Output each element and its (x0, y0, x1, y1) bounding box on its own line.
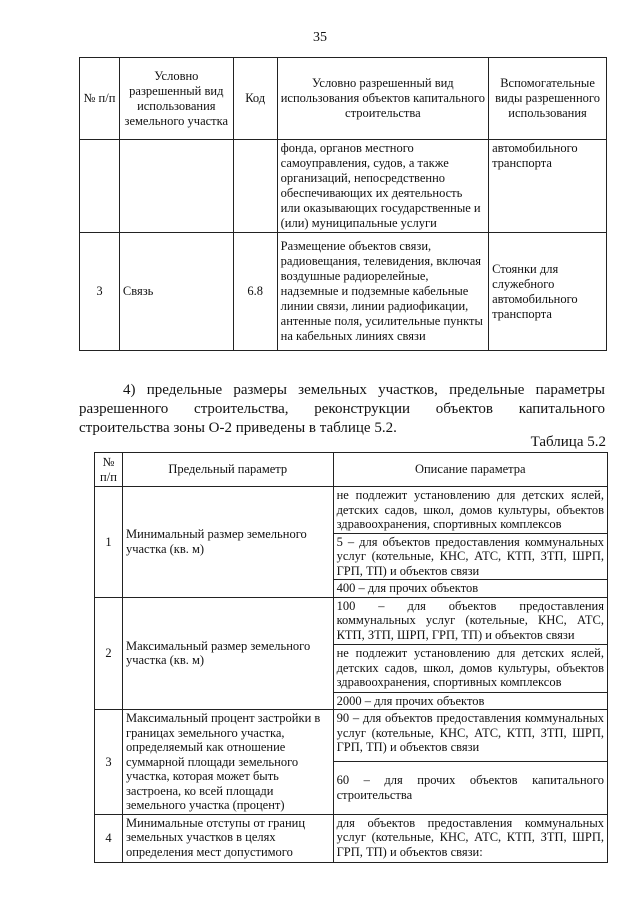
table-row (95, 814, 608, 862)
cell-number: 1 (95, 487, 123, 598)
cell-number: 2 (95, 597, 123, 710)
cell-number: 3 (95, 710, 123, 815)
table-header-row (80, 58, 607, 140)
table-row (95, 597, 608, 644)
header-auxiliary-use: Вспомогательные виды разрешенного использования (489, 58, 607, 140)
cell-empty (80, 140, 120, 233)
cell-number: 4 (95, 814, 123, 862)
cell-objects: Размещение объектов связи, радиовещания, телевидения, включая воздушные радиорелейные, надземные и подземные кабельные линии связи, линии радиофикации, антенные поля, усилительные пункты на кабельных линиях связи (277, 233, 488, 351)
table-row (80, 233, 607, 351)
cell-parameter: Минимальный размер земельного участка (кв. м) (122, 487, 333, 598)
cell-description: 60 – для прочих объектов капитального строительства (333, 762, 607, 814)
header-code: Код (233, 58, 277, 140)
cell-number: 3 (80, 233, 120, 351)
paragraph-item-4: 4) предельные размеры земельных участков, предельные параметры разрешенного строительства, реконструкции объектов капитального строительства зоны О-2 приведены в таблице 5.2. (79, 382, 605, 436)
cell-empty (233, 140, 277, 233)
header-parameter: Предельный параметр (122, 453, 333, 487)
cell-auxiliary: Стоянки для служебного автомобильного транспорта (489, 233, 607, 351)
cell-description: 90 – для объектов предоставления коммунальных услуг (котельные, КНС, АТС, КТП, ЗТП, ШРП, ГРП, ТП) и объектов связи (333, 710, 607, 762)
cell-description: для объектов предоставления коммунальных услуг (котельные, КНС, АТС, КТП, ЗТП, ШРП, ГРП, ТП) и объектов связи: (333, 814, 607, 862)
cell-code: 6.8 (233, 233, 277, 351)
cell-parameter: Максимальный размер земельного участка (кв. м) (122, 597, 333, 710)
cell-parameter: Максимальный процент застройки в границах земельного участка, определяемый как отношение суммарной площади земельного участка, которая может быть застроена, ко всей площади земельного участка (процент) (122, 710, 333, 815)
table-caption: Таблица 5.2 (530, 434, 606, 450)
cell-parameter: Минимальные отступы от границ земельных участков в целях определения мест допустимого (122, 814, 333, 862)
land-use-table (79, 57, 607, 351)
cell-description: 400 – для прочих объектов (333, 580, 607, 598)
cell-auxiliary: автомобильного транспорта (489, 140, 607, 233)
table-row (95, 710, 608, 762)
cell-description: не подлежит установлению для детских яслей, детских садов, школ, домов культуры, объектов здравоохранения, спортивных комплексов (333, 487, 607, 534)
header-construction-use: Условно разрешенный вид использования объектов капитального строительства (277, 58, 488, 140)
page-number: 35 (313, 30, 327, 45)
cell-objects: фонда, органов местного самоуправления, судов, а также организаций, непосредственно обеспечивающих их деятельность или оказывающих государственные и (или) муниципальные услуги (277, 140, 488, 233)
cell-description: 5 – для объектов предоставления коммунальных услуг (котельные, КНС, АТС, КТП, ЗТП, ШРП, ГРП, ТП) и объектов связи (333, 533, 607, 580)
header-land-use-type: Условно разрешенный вид использования земельного участка (119, 58, 233, 140)
table-header-row (95, 453, 608, 487)
table-row-continuation (80, 140, 607, 233)
cell-land-use-type: Связь (119, 233, 233, 351)
header-number: № п/п (80, 58, 120, 140)
table-row (95, 487, 608, 534)
parameters-table (94, 452, 608, 863)
cell-description: не подлежит установлению для детских яслей, детских садов, школ, домов культуры, объектов здравоохранения, спортивных комплексов (333, 644, 607, 692)
cell-description: 100 – для объектов предоставления коммунальных услуг (котельные, КНС, АТС, КТП, ЗТП, ШРП, ГРП, ТП) и объектов связи (333, 597, 607, 644)
header-number: № п/п (95, 453, 123, 487)
header-description: Описание параметра (333, 453, 607, 487)
cell-empty (119, 140, 233, 233)
cell-description: 2000 – для прочих объектов (333, 692, 607, 710)
